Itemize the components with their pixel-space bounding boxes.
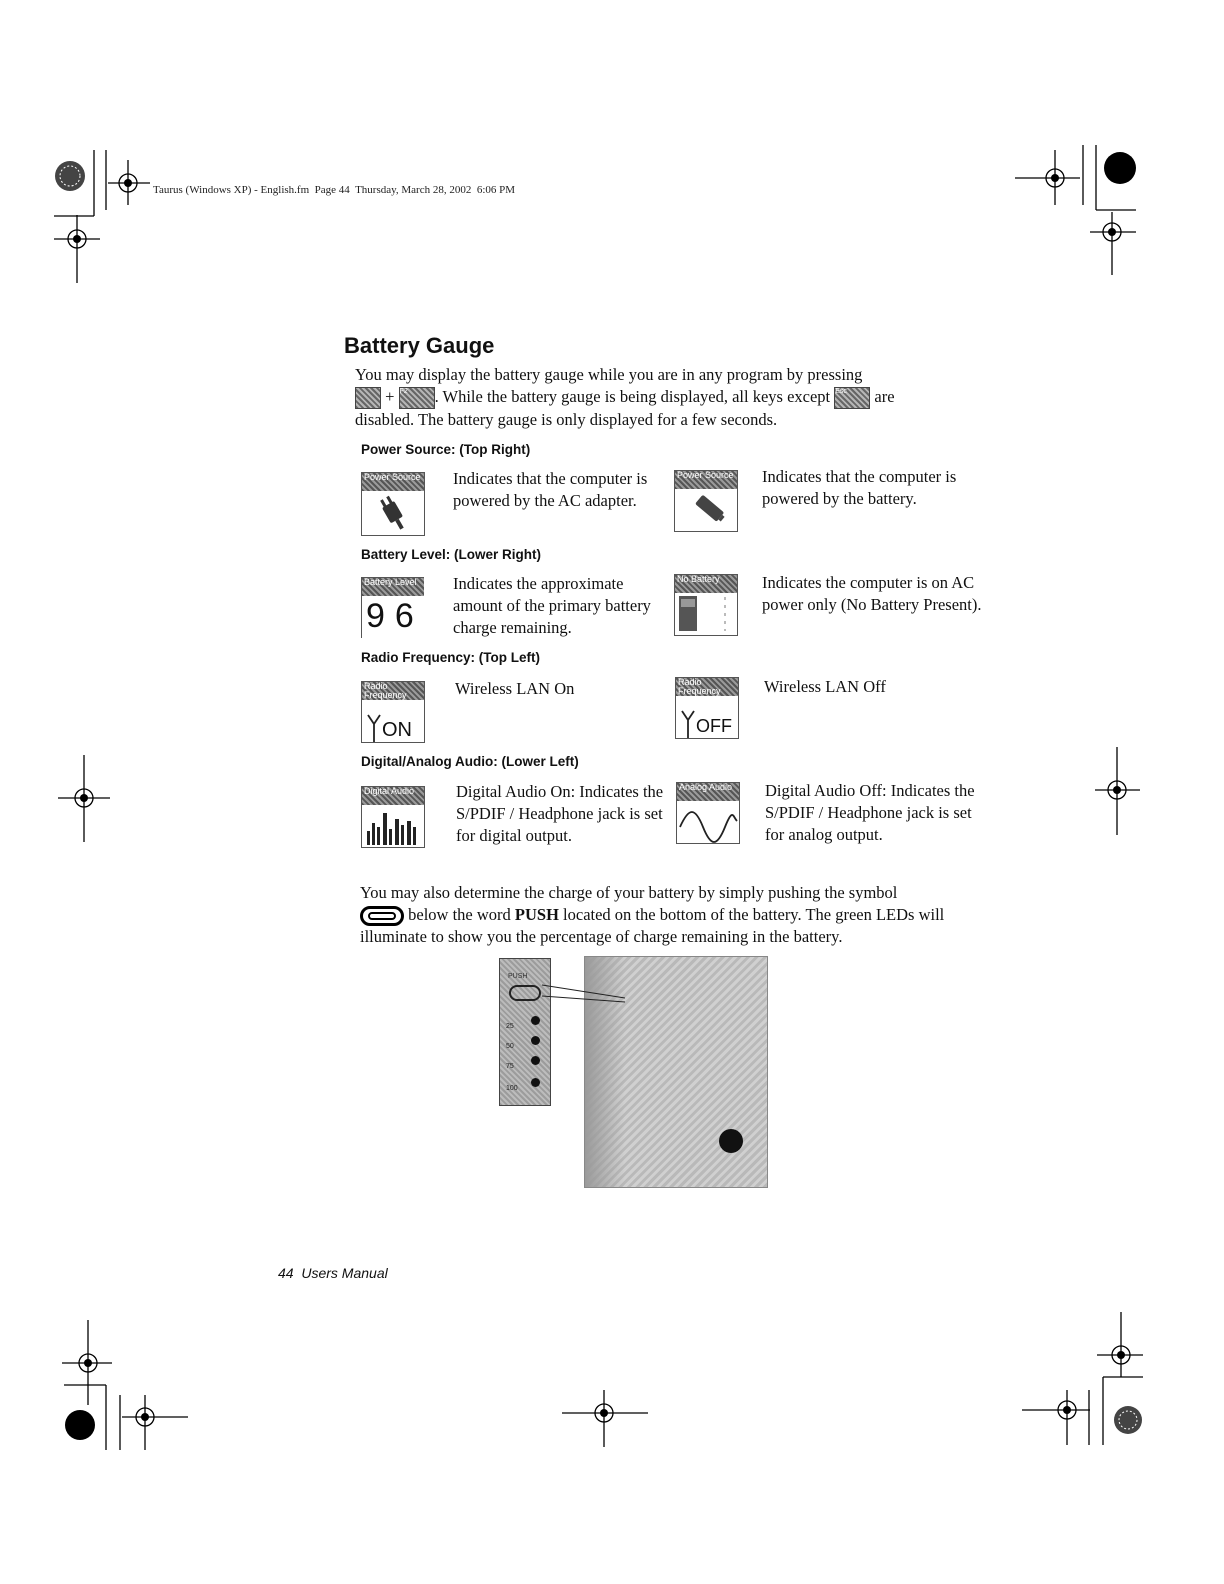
icon-header: Radio Frequency <box>676 678 738 696</box>
gas-gauge-icon <box>675 593 737 635</box>
battery-led-dot <box>719 1129 743 1153</box>
intro-text-3: are <box>874 387 895 406</box>
section-heading-power-source: Power Source: (Top Right) <box>361 442 531 457</box>
push-word: PUSH <box>514 905 559 924</box>
wireless-lan-off-icon <box>675 677 739 739</box>
icon-header: Digital Audio <box>362 787 424 805</box>
wireless-lan-on-label: ON <box>382 719 412 741</box>
closing-paragraph <box>360 882 980 948</box>
power-source-ac-text: Indicates that the computer is powered by the AC adapter. <box>453 469 648 510</box>
digital-audio-on-text: Digital Audio On: Indicates the S/PDIF / Headphone jack is set for digital output. <box>456 782 664 845</box>
callout-lines <box>540 980 630 1010</box>
inset-push-button <box>509 985 541 1001</box>
closing-text-1: You may also determine the charge of your battery by simply pushing the symbol <box>360 883 898 902</box>
closing-text-2: below the word <box>408 905 511 924</box>
battery-level-value: 96 <box>366 597 424 635</box>
antenna-icon <box>680 708 696 738</box>
section-heading-audio: Digital/Analog Audio: (Lower Left) <box>361 754 579 769</box>
fn-key-icon <box>355 387 381 409</box>
running-head: Taurus (Windows XP) - English.fm Page 44 Thursday, March 28, 2002 6:06 PM <box>153 184 516 196</box>
push-button-icon <box>360 906 404 926</box>
page-title: Battery Gauge <box>344 333 495 358</box>
page-footer: 44 Users Manual <box>278 1265 388 1281</box>
digital-audio-icon <box>361 786 425 848</box>
intro-text-2: . While the battery gauge is being displayed, all keys except <box>434 387 831 406</box>
section-heading-radio-frequency: Radio Frequency: (Top Left) <box>361 650 540 665</box>
battery-level-text: Indicates the approximate amount of the primary battery charge remaining. <box>453 574 651 637</box>
no-battery-text: Indicates the computer is on AC power only (No Battery Present). <box>762 573 982 614</box>
analog-audio-icon <box>676 782 740 844</box>
section-heading-battery-level: Battery Level: (Lower Right) <box>361 547 542 562</box>
icon-header: No Battery <box>675 575 737 593</box>
sine-wave-icon <box>677 801 739 843</box>
intro-plus: + <box>385 387 395 406</box>
icon-header: Power Source <box>362 473 424 491</box>
wireless-lan-on-text: Wireless LAN On <box>455 679 575 698</box>
icon-header: Analog Audio <box>677 783 739 801</box>
icon-header: Battery Level <box>362 578 424 596</box>
closing-text-3: located on the bottom of the battery. The green LEDs will illuminate to show you the percentage of charge remaining in the battery. <box>360 905 945 947</box>
icon-header: Power Source <box>675 471 737 489</box>
power-source-ac-icon <box>361 472 425 536</box>
icon-header: Radio Frequency <box>362 682 424 700</box>
battery-icon <box>675 489 737 529</box>
inset-led-25: 25 <box>506 1015 546 1027</box>
no-battery-icon <box>674 574 738 636</box>
wireless-lan-on-icon <box>361 681 425 743</box>
inset-led-50: 50 <box>506 1035 546 1047</box>
wireless-lan-off-label: OFF <box>696 716 732 736</box>
f2-key-icon: F2 <box>399 387 435 409</box>
inset-led-75: 75 <box>506 1055 546 1067</box>
intro-paragraph <box>355 364 975 431</box>
audio-bars-icon <box>362 805 424 847</box>
power-source-battery-text: Indicates that the computer is powered by the battery. <box>762 467 957 508</box>
antenna-icon <box>366 712 382 742</box>
power-source-battery-icon <box>674 470 738 532</box>
esc-key-icon: Esc <box>834 387 870 409</box>
inset-led-100: 100 <box>506 1077 546 1089</box>
wireless-lan-off-text: Wireless LAN Off <box>764 677 886 696</box>
intro-text-4: disabled. The battery gauge is only displayed for a few seconds. <box>355 410 778 430</box>
ac-plug-icon <box>362 491 424 533</box>
intro-text-1: You may display the battery gauge while you are in any program by pressing <box>355 365 863 384</box>
battery-level-icon <box>361 577 424 638</box>
inset-push-label: PUSH <box>508 973 528 980</box>
digital-audio-off-text: Digital Audio Off: Indicates the S/PDIF / Headphone jack is set for analog output. <box>765 781 975 844</box>
